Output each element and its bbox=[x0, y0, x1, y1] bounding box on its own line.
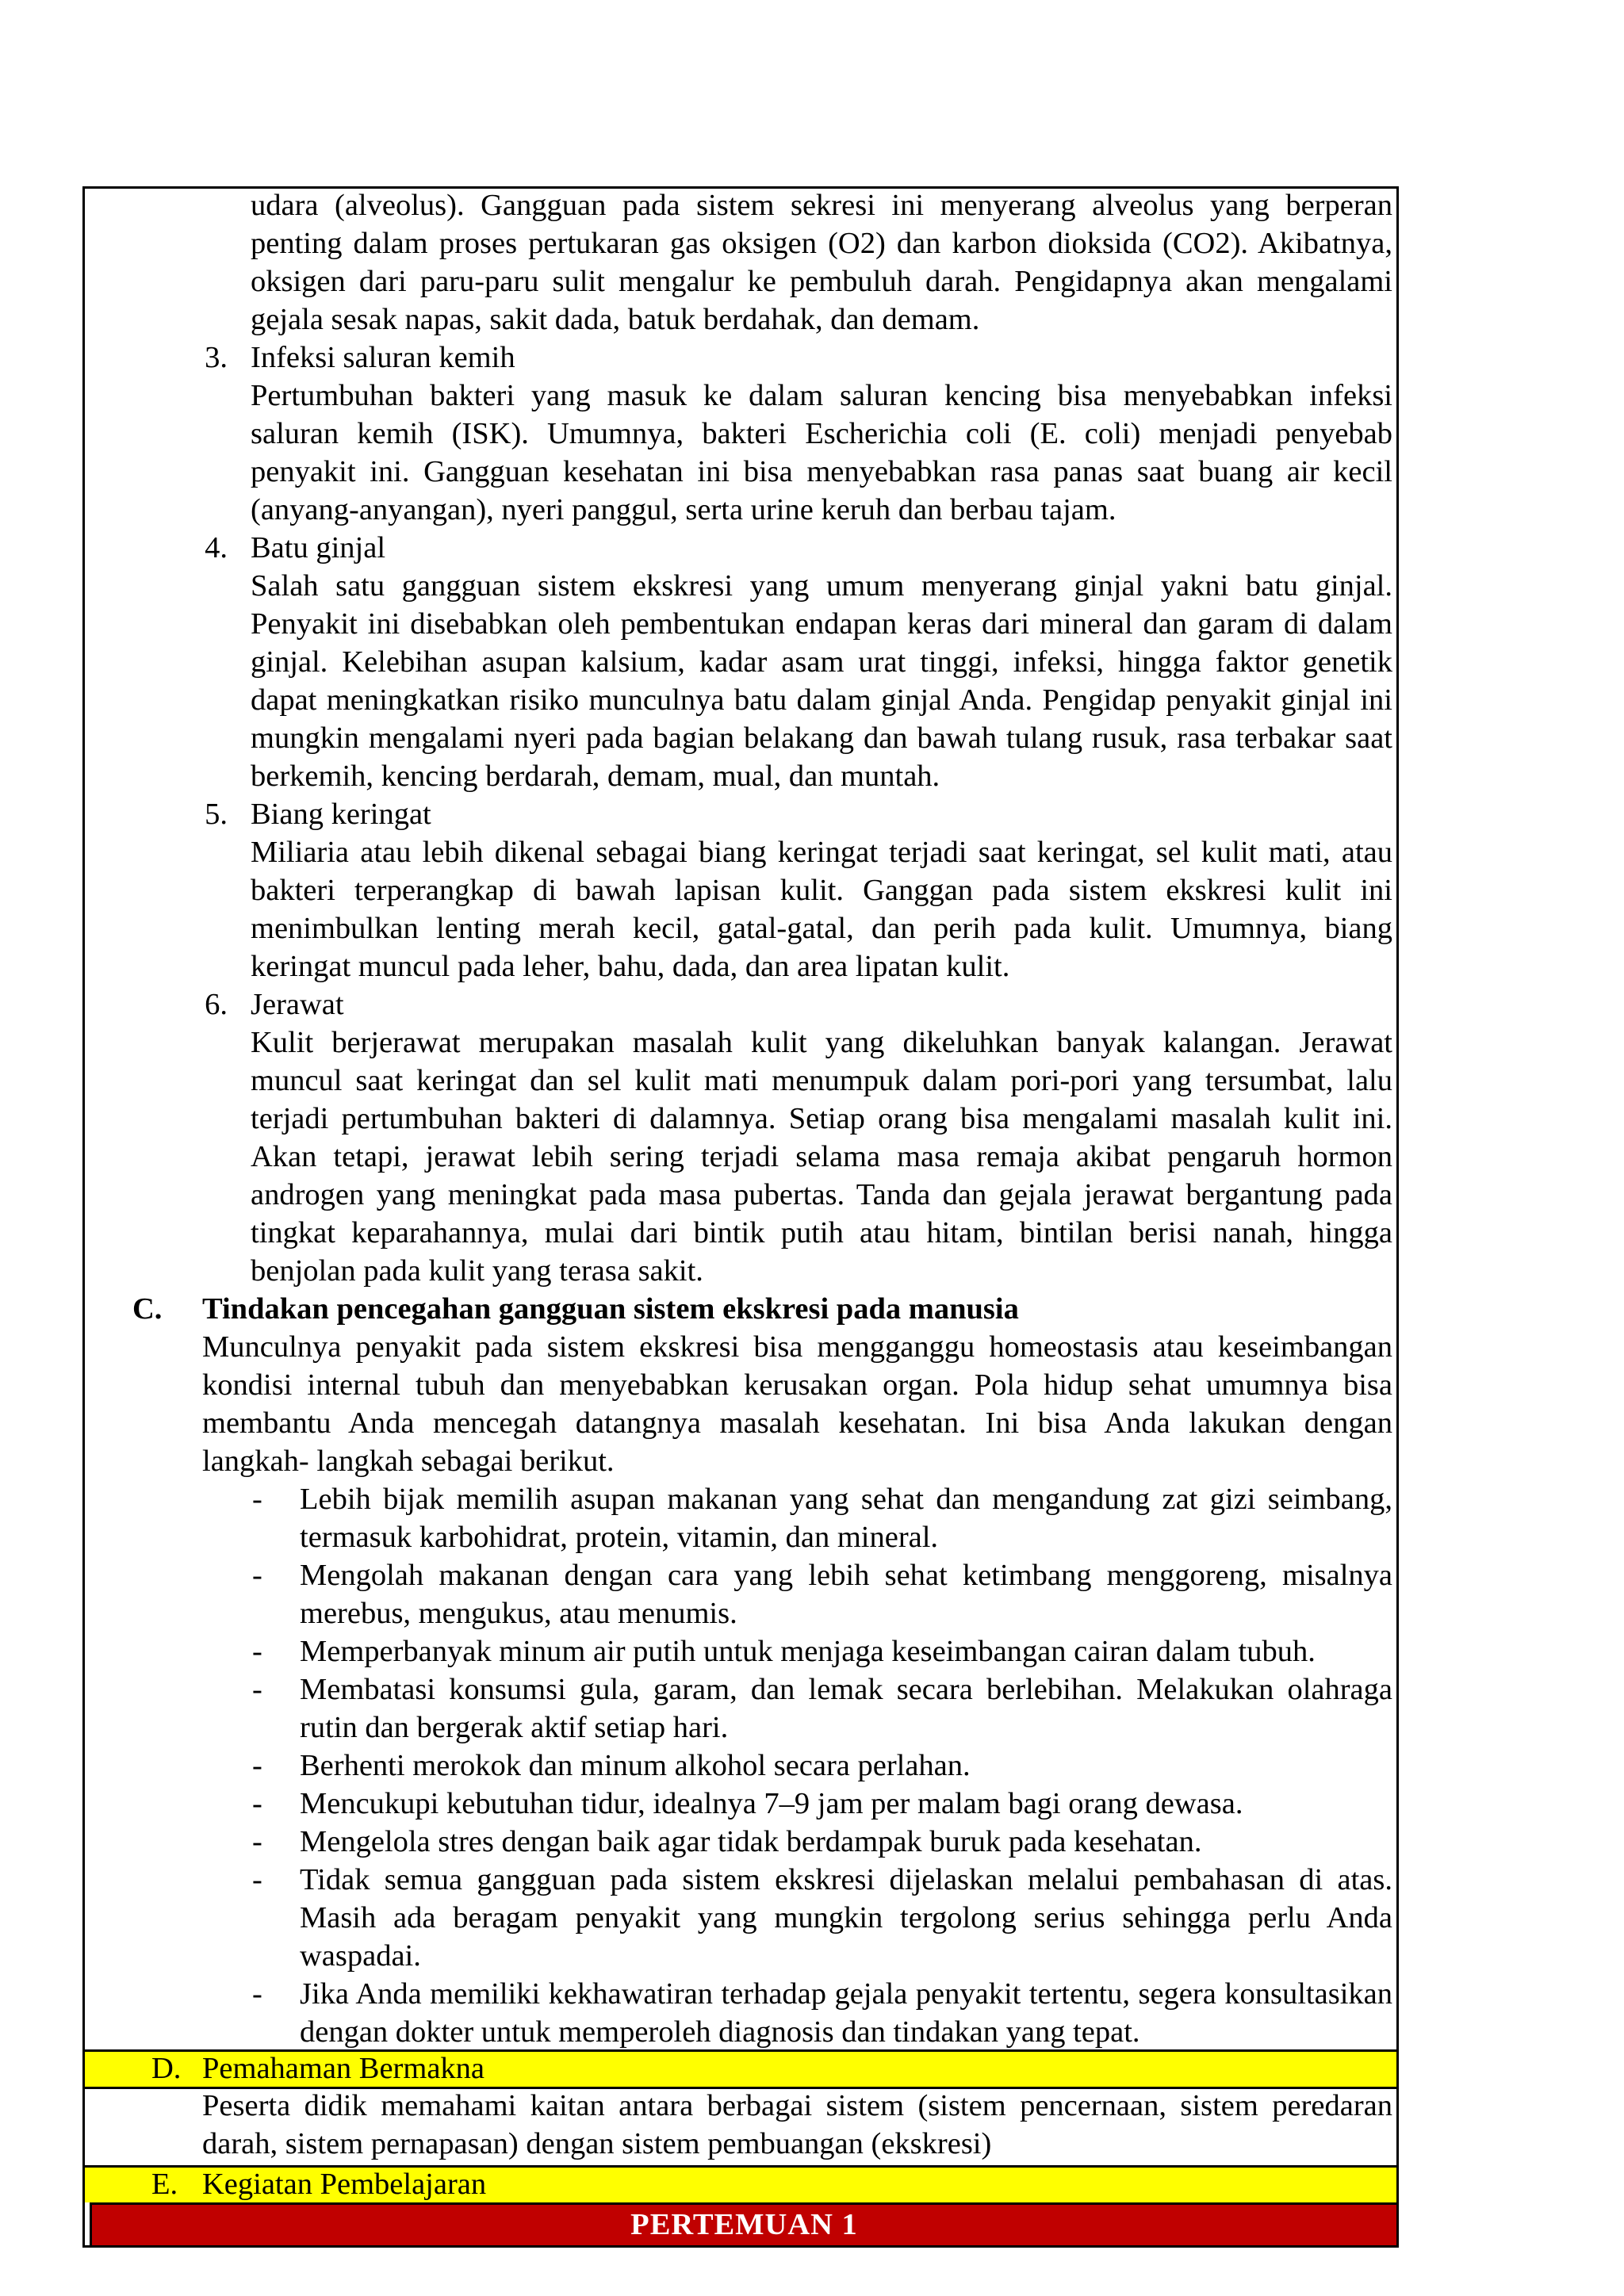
disease-item-3 bbox=[85, 339, 1396, 529]
prevention-item bbox=[85, 1785, 1396, 1823]
section-c-heading: Tindakan pencegahan gangguan sistem ekskresi pada manusia bbox=[202, 1292, 1019, 1326]
bullet-dash: - bbox=[252, 1863, 262, 1896]
prevention-item-text: Jika Anda memiliki kekhawatiran terhadap gejala penyakit tertentu, segera konsultasikan dengan dokter untuk memperoleh diagnosis dan tindakan yang tepat. bbox=[300, 1977, 1392, 2049]
content-table bbox=[82, 186, 1399, 2248]
prevention-item bbox=[85, 1556, 1396, 1632]
section-e-letter: E. bbox=[151, 2168, 178, 2201]
prevention-item bbox=[85, 1632, 1396, 1670]
bullet-dash: - bbox=[252, 1559, 262, 1592]
prevention-item-text: Berhenti merokok dan minum alkohol secara perlahan. bbox=[300, 1749, 971, 1782]
item-number: 3. bbox=[205, 341, 228, 374]
prevention-item-text: Mencukupi kebutuhan tidur, idealnya 7–9 jam per malam bagi orang dewasa. bbox=[300, 1787, 1243, 1820]
item-number: 4. bbox=[205, 531, 228, 564]
prevention-item bbox=[85, 1861, 1396, 1975]
bullet-dash: - bbox=[252, 1825, 262, 1858]
prevention-item-text: Lebih bijak memilih asupan makanan yang sehat dan mengandung zat gizi seimbang, termasuk karbohidrat, protein, vitamin, dan mineral. bbox=[300, 1483, 1392, 1554]
section-d-heading-row bbox=[85, 2049, 1396, 2087]
meeting-banner-label: PERTEMUAN 1 bbox=[630, 2208, 858, 2241]
item-description: Kulit berjerawat merupakan masalah kulit yang dikeluhkan banyak kalangan. Jerawat muncul saat keringat dan sel kulit mati menumpuk dalam pori-pori yang tersumbat, lalu terjadi pertumbuhan bakteri di dalamnya. Setiap orang bisa mengalami masalah kulit ini. Akan tetapi, jerawat lebih sering terjadi selama masa remaja akibat pengaruh hormon androgen yang meningkat pada masa pubertas. Tanda dan gejala jerawat bergantung pada tingkat keparahannya, mulai dari bintik putih atau hitam, bintilan berisi nanah, hingga benjolan pada kulit yang terasa sakit. bbox=[251, 1026, 1392, 1288]
bullet-dash: - bbox=[252, 1787, 262, 1820]
prevention-item bbox=[85, 1823, 1396, 1861]
section-c-letter: C. bbox=[132, 1292, 163, 1326]
prevention-item bbox=[85, 1480, 1396, 1556]
prevention-item-text: Memperbanyak minum air putih untuk menjaga keseimbangan cairan dalam tubuh. bbox=[300, 1635, 1316, 1668]
item-title: Jerawat bbox=[251, 988, 344, 1021]
section-c-intro: Munculnya penyakit pada sistem ekskresi bisa mengganggu homeostasis atau keseimbangan kondisi internal tubuh dan menyebabkan kerusakan organ. Pola hidup sehat umumnya bisa membantu Anda mencegah datangnya masalah kesehatan. Ini bisa Anda lakukan dengan langkah- langkah sebagai berikut. bbox=[202, 1330, 1392, 1478]
prevention-item bbox=[85, 1975, 1396, 2051]
continuation-paragraph: udara (alveolus). Gangguan pada sistem sekresi ini menyerang alveolus yang berperan penting dalam proses pertukaran gas oksigen (O2) dan karbon dioksida (CO2). Akibatnya, oksigen dari paru-paru sulit mengalur ke pembuluh darah. Pengidapnya akan mengalami gejala sesak napas, sakit dada, batuk berdahak, dan demam. bbox=[251, 189, 1392, 336]
item-description: Salah satu gangguan sistem ekskresi yang umum menyerang ginjal yakni batu ginjal. Penyakit ini disebabkan oleh pembentukan endapan keras dari mineral dan garam di dalam ginjal. Kelebihan asupan kalsium, kadar asam urat tinggi, infeksi, hingga faktor genetik dapat meningkatkan risiko munculnya batu dalam ginjal Anda. Pengidap penyakit ginjal ini mungkin mengalami nyeri pada bagian belakang dan bawah tulang rusuk, rasa terbakar saat berkemih, kencing berdarah, demam, mual, dan muntah. bbox=[251, 569, 1392, 793]
prevention-item-text: Tidak semua gangguan pada sistem ekskresi dijelaskan melalui pembahasan di atas. Masih ada beragam penyakit yang mungkin tergolong serius sehingga perlu Anda waspadai. bbox=[300, 1863, 1392, 1973]
section-e-heading-row bbox=[85, 2165, 1396, 2202]
bullet-dash: - bbox=[252, 1977, 262, 2011]
item-number: 6. bbox=[205, 988, 228, 1021]
section-d-body bbox=[85, 2087, 1396, 2165]
item-title: Infeksi saluran kemih bbox=[251, 341, 515, 374]
section-d-heading: Pemahaman Bermakna bbox=[202, 2052, 485, 2085]
bullet-dash: - bbox=[252, 1483, 262, 1516]
prevention-item-text: Membatasi konsumsi gula, garam, dan lemak secara berlebihan. Melakukan olahraga rutin dan bergerak aktif setiap hari. bbox=[300, 1673, 1392, 1744]
item-description: Miliaria atau lebih dikenal sebagai biang keringat terjadi saat keringat, sel kulit mati, atau bakteri terperangkap di bawah lapisan kulit. Ganggan pada sistem ekskresi kulit ini menimbulkan lenting merah kecil, gatal-gatal, dan perih pada kulit. Umumnya, biang keringat muncul pada leher, bahu, dada, dan area lipatan kulit. bbox=[251, 836, 1392, 983]
item-number: 5. bbox=[205, 798, 228, 831]
section-d-text: Peserta didik memahami kaitan antara berbagai sistem (sistem pencernaan, sistem peredaran darah, sistem pernapasan) dengan sistem pembuangan (ekskresi) bbox=[202, 2089, 1392, 2160]
bullet-dash: - bbox=[252, 1673, 262, 1706]
prevention-item bbox=[85, 1670, 1396, 1747]
item-title: Biang keringat bbox=[251, 798, 431, 831]
disease-item-4 bbox=[85, 529, 1396, 795]
section-d-letter: D. bbox=[151, 2052, 182, 2085]
disease-item-6 bbox=[85, 985, 1396, 1290]
meeting-banner bbox=[90, 2202, 1396, 2245]
prevention-item bbox=[85, 1747, 1396, 1785]
item-title: Batu ginjal bbox=[251, 531, 386, 564]
disease-item-5 bbox=[85, 795, 1396, 985]
prevention-item-text: Mengolah makanan dengan cara yang lebih sehat ketimbang menggoreng, misalnya merebus, mengukus, atau menumis. bbox=[300, 1559, 1392, 1630]
prevention-item-text: Mengelola stres dengan baik agar tidak berdampak buruk pada kesehatan. bbox=[300, 1825, 1202, 1858]
bullet-dash: - bbox=[252, 1749, 262, 1782]
section-e-heading: Kegiatan Pembelajaran bbox=[202, 2168, 487, 2201]
item-description: Pertumbuhan bakteri yang masuk ke dalam saluran kencing bisa menyebabkan infeksi saluran kemih (ISK). Umumnya, bakteri Escherichia coli (E. coli) menjadi penyebab penyakit ini. Gangguan kesehatan ini bisa menyebabkan rasa panas saat buang air kecil (anyang-anyangan), nyeri panggul, serta urine keruh dan berbau tajam. bbox=[251, 379, 1392, 526]
bullet-dash: - bbox=[252, 1635, 262, 1668]
